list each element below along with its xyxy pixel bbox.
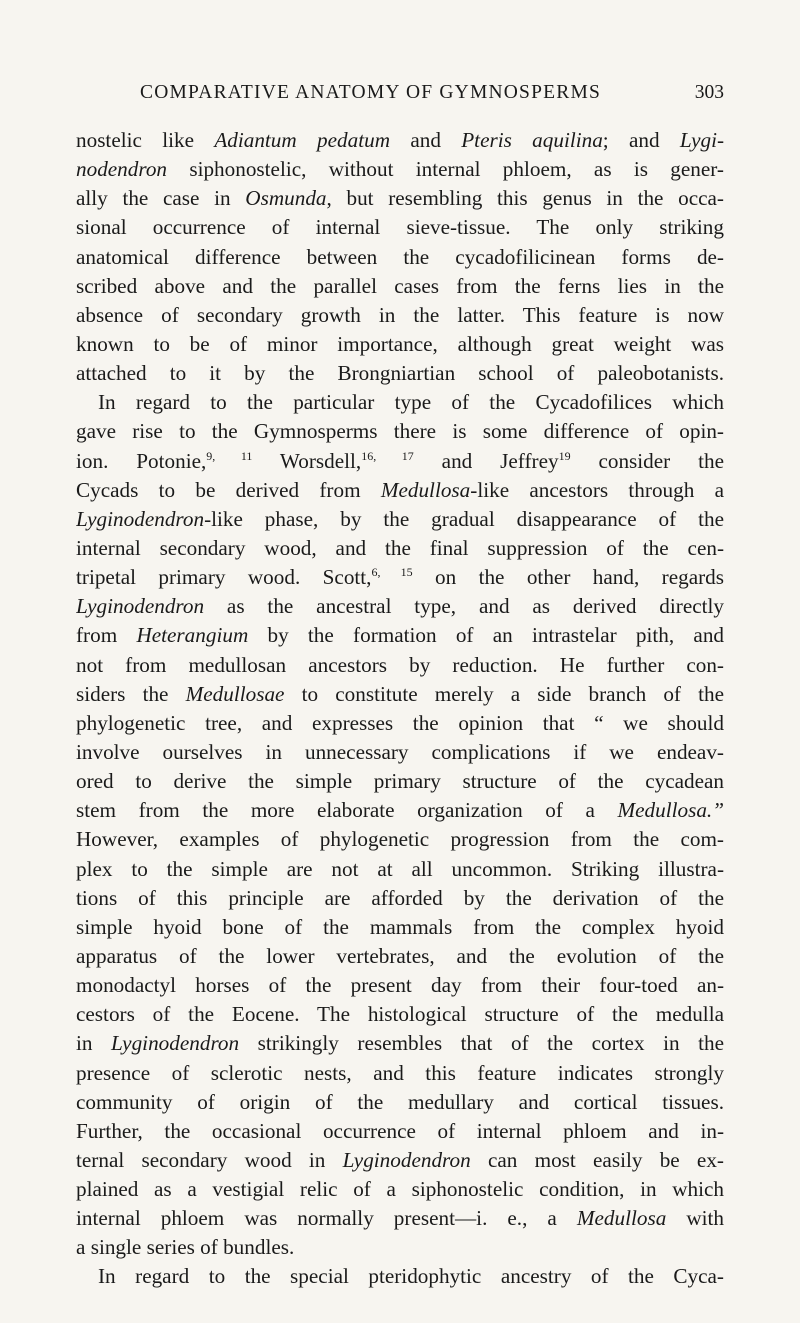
- text-line: [76, 709, 724, 738]
- text-line: [76, 534, 724, 563]
- text-line: [76, 1233, 724, 1262]
- text-run: plained as a vestigial relic of a siphonostelic condition, in which: [76, 1177, 724, 1202]
- text-run: Further, the occasional occurrence of internal phloem and in-: [76, 1118, 724, 1143]
- text-run: internal phloem was normally present—i. e., a: [76, 1206, 577, 1231]
- text-run: and Jeffrey: [413, 448, 559, 473]
- text-run: presence of sclerotic nests, and this feature indicates strongly: [76, 1060, 724, 1085]
- text-run: known to be of minor importance, although great weight was: [76, 331, 724, 356]
- text-run: Cycads to be derived from: [76, 477, 381, 502]
- italic-term: nodendron: [76, 157, 168, 182]
- text-run: anatomical difference between the cycadofilicinean forms de-: [76, 244, 724, 269]
- text-run: siders the: [76, 681, 186, 706]
- text-run: not from medullosan ancestors by reduction. He further con-: [76, 652, 724, 677]
- text-line: [76, 359, 724, 388]
- text-run: , but resembling this genus in the occa-: [326, 186, 724, 211]
- text-line: [76, 621, 724, 650]
- text-line: [76, 680, 724, 709]
- text-line: [76, 1088, 724, 1117]
- text-line: [76, 796, 724, 825]
- italic-term: Medullosa: [576, 1206, 667, 1231]
- text-line: [76, 213, 724, 242]
- text-run: plex to the simple are not at all uncommon. Striking illustra-: [76, 856, 724, 881]
- page-number: 303: [694, 82, 724, 103]
- text-run: attached to it by the Brongniartian school of paleobotanists.: [76, 361, 724, 386]
- text-run: and: [390, 128, 462, 152]
- running-head: [140, 82, 724, 108]
- text-run: stem from the more elaborate organization of a: [76, 798, 618, 823]
- italic-term: Heterangium: [136, 623, 249, 648]
- italic-term: Adiantum pedatum: [214, 128, 390, 152]
- text-line: [76, 1175, 724, 1204]
- footnote-ref: 6, 15: [371, 565, 413, 580]
- running-title: COMPARATIVE ANATOMY OF GYMNOSPERMS: [140, 82, 602, 103]
- text-line: [76, 1000, 724, 1029]
- footnote-ref: 9, 11: [206, 448, 253, 463]
- text-run: ored to derive the simple primary structure of the cycadean: [76, 769, 724, 794]
- italic-term: Medullosa: [380, 477, 471, 502]
- italic-term: Lyginodendron: [111, 1031, 240, 1056]
- text-run: ternal secondary wood in: [76, 1147, 343, 1172]
- text-run: with: [666, 1206, 724, 1231]
- text-run: In regard to the special pteridophytic ancestry of the Cyca-: [98, 1264, 724, 1289]
- italic-term: Medullosae: [185, 681, 285, 706]
- text-run: on the other hand, regards: [412, 565, 724, 590]
- footnote-ref: 16, 17: [361, 448, 414, 463]
- text-run: tripetal primary wood. Scott,: [76, 565, 372, 590]
- text-run: absence of secondary growth in the latter. This feature is now: [76, 302, 724, 327]
- text-line: [76, 1117, 724, 1146]
- text-run: -like phase, by the gradual disappearance of the: [204, 506, 724, 531]
- text-line: [76, 476, 724, 505]
- text-line: [76, 942, 724, 971]
- text-line: [76, 417, 724, 446]
- text-run: involve ourselves in unnecessary complications if we endeav-: [76, 739, 724, 764]
- text-run: monodactyl horses of the present day from their four-toed an-: [76, 973, 724, 998]
- text-run: from: [76, 623, 137, 648]
- text-run: by the formation of an intrastelar pith, and: [248, 623, 724, 648]
- text-run: can most easily be ex-: [470, 1147, 724, 1172]
- italic-term: Pteris aquilina: [461, 128, 603, 152]
- text-run: However, examples of phylogenetic progression from the com-: [76, 827, 724, 852]
- text-run: siphonostelic, without internal phloem, as is gener-: [167, 157, 724, 182]
- text-run: Worsdell,: [252, 448, 362, 473]
- text-run: scribed above and the parallel cases from the ferns lies in the: [76, 273, 724, 298]
- text-line: [76, 563, 724, 592]
- text-run: consider the: [570, 448, 724, 473]
- text-run: In regard to the particular type of the Cycadofilices which: [98, 390, 724, 415]
- text-run: community of origin of the medullary and cortical tissues.: [76, 1089, 724, 1114]
- text-run: gave rise to the Gymnosperms there is some difference of opin-: [76, 419, 724, 444]
- text-line: [76, 1029, 724, 1058]
- italic-term: Medullosa.”: [617, 798, 724, 823]
- text-run: a single series of bundles.: [76, 1235, 295, 1260]
- text-line: [76, 330, 724, 359]
- italic-term: Lyginodendron: [342, 1147, 471, 1172]
- text-run: tions of this principle are afforded by the derivation of the: [76, 885, 724, 910]
- text-run: ; and: [602, 128, 680, 152]
- text-line: [76, 388, 724, 417]
- text-run: apparatus of the lower vertebrates, and the evolution of the: [76, 943, 724, 968]
- text-line: [76, 884, 724, 913]
- text-run: in: [76, 1031, 112, 1056]
- text-run: to constitute merely a side branch of the: [284, 681, 724, 706]
- text-line: [76, 1146, 724, 1175]
- text-run: cestors of the Eocene. The histological structure of the medulla: [76, 1002, 724, 1027]
- italic-term: Lyginodendron: [76, 506, 205, 531]
- text-line: [76, 913, 724, 942]
- text-line: [76, 825, 724, 854]
- text-line: [76, 505, 724, 534]
- text-line: [76, 971, 724, 1000]
- italic-term: Osmunda: [245, 186, 327, 211]
- text-run: as the ancestral type, and as derived directly: [204, 594, 724, 619]
- text-line: [76, 1204, 724, 1233]
- text-line: [76, 447, 724, 476]
- text-line: [76, 126, 724, 155]
- text-run: internal secondary wood, and the final suppression of the cen-: [76, 535, 724, 560]
- text-line: [76, 855, 724, 884]
- text-line: [76, 1262, 724, 1291]
- text-line: [76, 301, 724, 330]
- text-run: sional occurrence of internal sieve-tissue. The only striking: [76, 215, 724, 240]
- text-line: [76, 155, 724, 184]
- italic-term: Lyginodendron: [76, 594, 205, 619]
- text-line: [76, 651, 724, 680]
- text-line: [76, 1059, 724, 1088]
- text-run: ion. Potonie,: [76, 448, 207, 473]
- text-run: phylogenetic tree, and expresses the opinion that “ we should: [76, 710, 724, 735]
- text-line: [76, 184, 724, 213]
- italic-term: Lygi-: [679, 128, 724, 152]
- text-run: simple hyoid bone of the mammals from the complex hyoid: [76, 914, 724, 939]
- text-run: ally the case in: [76, 186, 246, 211]
- text-line: [76, 738, 724, 767]
- footnote-ref: 19: [558, 448, 571, 463]
- text-line: [76, 272, 724, 301]
- text-run: nostelic like: [76, 128, 215, 152]
- text-line: [76, 243, 724, 272]
- text-run: -like ancestors through a: [470, 477, 724, 502]
- text-line: [76, 767, 724, 796]
- text-line: [76, 592, 724, 621]
- text-run: strikingly resembles that of the cortex in the: [239, 1031, 724, 1056]
- body-text: [76, 126, 724, 1292]
